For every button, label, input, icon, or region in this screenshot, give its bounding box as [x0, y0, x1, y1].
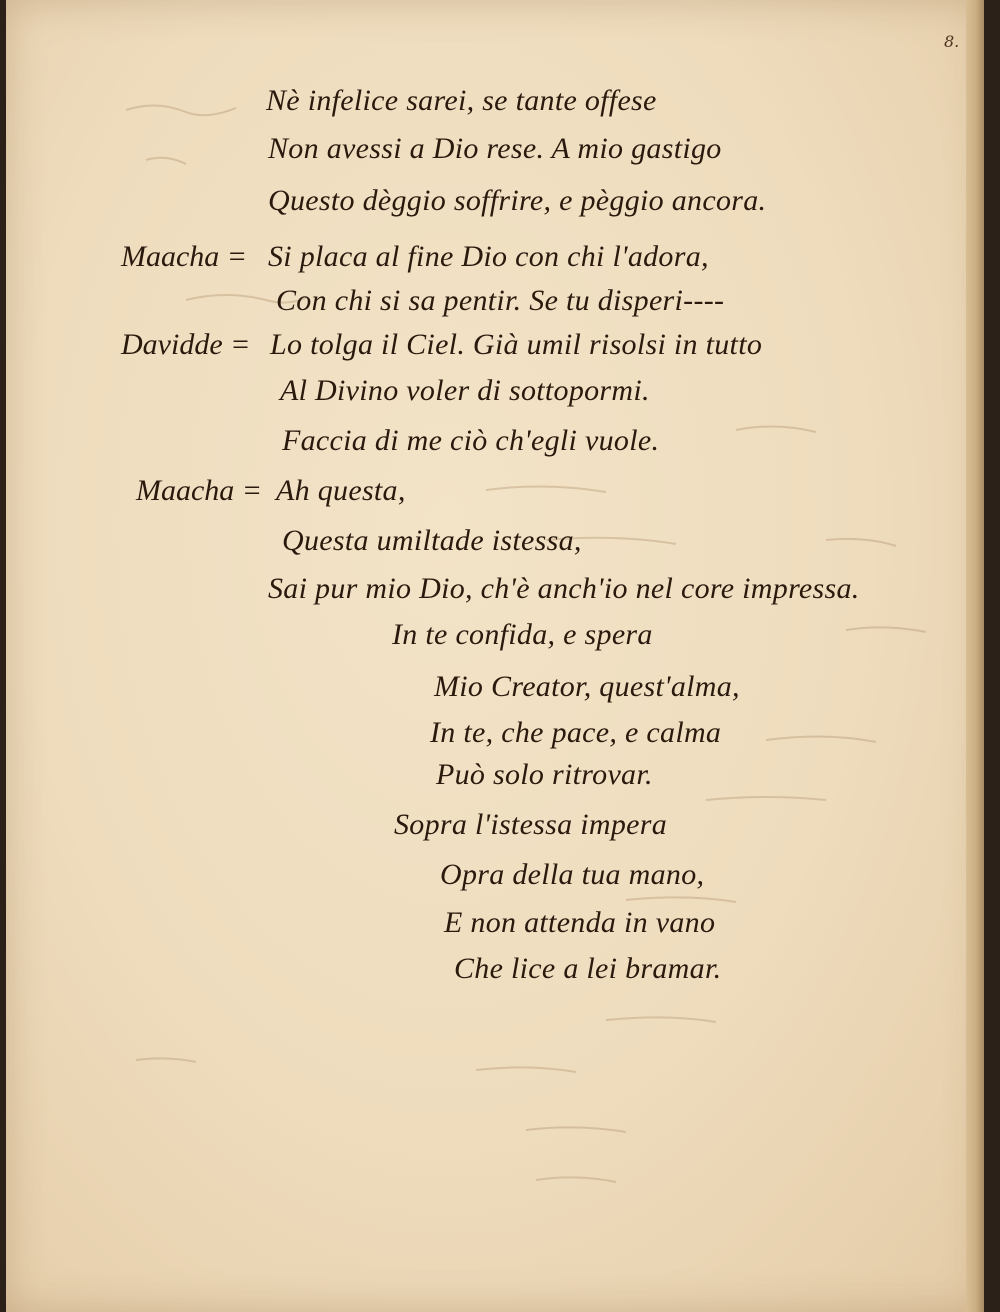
verse-line: Si placa al fine Dio con chi l'adora, — [268, 240, 709, 273]
verse-line: Sopra l'istessa impera — [394, 808, 668, 841]
verse-line: Faccia di me ciò ch'egli vuole. — [282, 424, 660, 457]
verse-line: Questo dèggio soffrire, e pèggio ancora. — [268, 184, 767, 217]
verse-line: Nè infelice sarei, se tante offese — [266, 84, 657, 117]
verse-line: Lo tolga il Ciel. Già umil risolsi in tutto — [270, 328, 763, 361]
verse-line: E non attenda in vano — [444, 906, 716, 939]
verse-line: In te, che pace, e calma — [430, 716, 722, 749]
speaker-label: Davidde = — [121, 328, 251, 361]
verse-line: In te confida, e spera — [392, 618, 653, 651]
verse-line: Sai pur mio Dio, ch'è anch'io nel core impressa. — [268, 572, 860, 605]
speaker-label: Maacha = — [121, 240, 248, 273]
verse-line: Questa umiltade istessa, — [282, 524, 582, 557]
verse-line: Non avessi a Dio rese. A mio gastigo — [268, 132, 722, 165]
verse-line: Che lice a lei bramar. — [454, 952, 722, 985]
verse-line: Con chi si sa pentir. Se tu disperi---- — [276, 284, 725, 317]
speaker-label: Maacha = — [136, 474, 263, 507]
verse-line: Ah questa, — [276, 474, 406, 507]
verse-line: Al Divino voler di sottopormi. — [280, 374, 650, 407]
page-edge — [966, 0, 984, 1312]
manuscript-page — [6, 0, 984, 1312]
verse-line: Può solo ritrovar. — [436, 758, 653, 791]
verse-line: Mio Creator, quest'alma, — [434, 670, 740, 703]
verse-line: Opra della tua mano, — [440, 858, 705, 891]
folio-number: 8. — [944, 32, 960, 51]
